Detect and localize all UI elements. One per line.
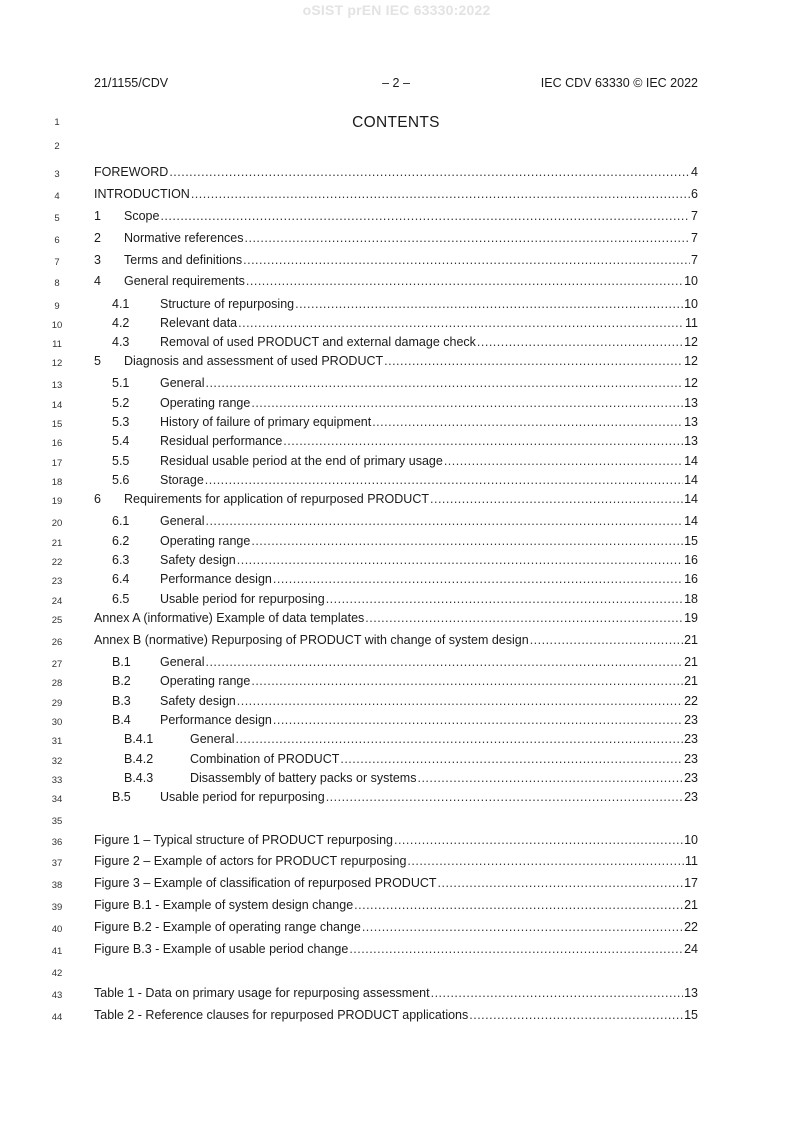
line-number: 40	[51, 924, 63, 935]
toc-entry[interactable]	[94, 986, 698, 1002]
toc-entry[interactable]	[94, 165, 698, 181]
dot-leader	[160, 209, 690, 223]
toc-entry-title: Safety design	[160, 553, 236, 567]
line-number: 41	[51, 946, 63, 957]
toc-entry-page: 14	[684, 454, 698, 468]
dot-leader	[394, 833, 683, 847]
dot-leader	[340, 752, 683, 766]
toc-entry-title: Relevant data	[160, 316, 238, 330]
toc-entry[interactable]	[94, 253, 698, 269]
line-number: 11	[52, 339, 62, 350]
dot-leader	[205, 655, 683, 669]
toc-entry[interactable]	[112, 316, 698, 332]
toc-entry-number: 4	[94, 274, 101, 288]
toc-entry-title: Operating range	[160, 534, 251, 548]
toc-entry-number: 6.1	[112, 514, 130, 528]
line-number: 22	[51, 557, 63, 568]
toc-entry-number: 5.6	[112, 473, 130, 487]
toc-entry-title: Annex B (normative) Repurposing of PRODUCT with change of system design	[94, 633, 529, 647]
toc-entry-number: 4.2	[112, 316, 130, 330]
toc-entry-title: Combination of PRODUCT	[190, 752, 340, 766]
dot-leader	[438, 876, 684, 890]
line-number: 14	[51, 400, 63, 411]
toc-entry-title: INTRODUCTION	[94, 187, 190, 201]
toc-entry[interactable]	[112, 592, 698, 608]
toc-entry-page: 15	[684, 1008, 698, 1022]
toc-entry-title: Diagnosis and assessment of used PRODUCT	[124, 354, 384, 368]
toc-entry-title: Operating range	[160, 674, 251, 688]
toc-entry-page: 21	[684, 655, 698, 669]
toc-entry-title: Storage	[160, 473, 204, 487]
toc-entry-number: B.4.2	[124, 752, 154, 766]
line-number: 43	[51, 990, 63, 1001]
toc-entry-number: 4.1	[112, 297, 130, 311]
toc-entry-number: B.5	[112, 790, 131, 804]
dot-leader	[251, 674, 683, 688]
line-number: 28	[51, 678, 63, 689]
toc-entry-page: 4	[691, 165, 698, 179]
toc-entry-page: 23	[684, 771, 698, 785]
toc-entry-title: Disassembly of battery packs or systems	[190, 771, 417, 785]
toc-entry-page: 23	[684, 732, 698, 746]
toc-entry[interactable]	[112, 376, 698, 392]
dot-leader	[245, 231, 691, 245]
toc-entry-title: Annex A (informative) Example of data templates	[94, 611, 365, 625]
toc-entry[interactable]	[94, 231, 698, 247]
watermark: oSIST prEN IEC 63330:2022	[302, 2, 491, 18]
dot-leader	[477, 335, 683, 349]
toc-entry-title: Figure B.1 - Example of system design change	[94, 898, 354, 912]
toc-entry[interactable]	[94, 833, 698, 849]
line-number: 8	[54, 278, 60, 289]
dot-leader	[362, 920, 683, 934]
dot-leader	[237, 553, 683, 567]
dot-leader	[273, 572, 683, 586]
toc-entry-title: Requirements for application of repurposed PRODUCT	[124, 492, 429, 506]
line-number: 26	[51, 637, 63, 648]
toc-entry[interactable]	[112, 514, 698, 530]
dot-leader	[246, 274, 683, 288]
toc-entry-title: Removal of used PRODUCT and external damage check	[160, 335, 476, 349]
line-number: 19	[51, 496, 63, 507]
dot-leader	[273, 713, 683, 727]
line-number: 6	[54, 235, 60, 246]
toc-entry-number: 2	[94, 231, 101, 245]
dot-leader	[238, 316, 684, 330]
toc-entry[interactable]	[94, 209, 698, 225]
dot-leader	[326, 592, 683, 606]
toc-entry[interactable]	[112, 790, 698, 806]
toc-entry-page: 11	[685, 316, 698, 330]
dot-leader	[251, 396, 683, 410]
toc-entry-page: 10	[684, 297, 698, 311]
toc-entry[interactable]	[112, 335, 698, 351]
toc-entry-page: 16	[684, 572, 698, 586]
toc-entry[interactable]	[94, 920, 698, 936]
toc-entry-title: History of failure of primary equipment	[160, 415, 372, 429]
toc-entry-title: Terms and definitions	[124, 253, 243, 267]
toc-entry-number: 6.5	[112, 592, 130, 606]
toc-entry-title: Table 2 - Reference clauses for repurposed PRODUCT applications	[94, 1008, 469, 1022]
toc-entry[interactable]	[94, 854, 698, 870]
page-number: – 2 –	[382, 76, 410, 90]
line-number: 42	[51, 968, 63, 979]
toc-entry-title: Figure 1 – Typical structure of PRODUCT repurposing	[94, 833, 393, 847]
line-number: 21	[51, 538, 63, 549]
line-number: 17	[51, 458, 63, 469]
toc-entry-title: Operating range	[160, 396, 251, 410]
document-reference: 21/1155/CDV	[94, 76, 169, 90]
toc-entry[interactable]	[112, 297, 698, 313]
toc-entry-number: B.3	[112, 694, 131, 708]
toc-entry-title: Performance design	[160, 572, 272, 586]
toc-entry[interactable]	[124, 771, 698, 787]
toc-entry-title: General	[160, 376, 205, 390]
dot-leader	[326, 790, 683, 804]
toc-entry-number: 6	[94, 492, 101, 506]
toc-entry-number: B.1	[112, 655, 131, 669]
dot-leader	[283, 434, 683, 448]
toc-entry-page: 16	[684, 553, 698, 567]
toc-entry-page: 14	[684, 492, 698, 506]
toc-entry-title: Figure 3 – Example of classification of repurposed PRODUCT	[94, 876, 437, 890]
line-number: 29	[51, 698, 63, 709]
line-number: 24	[51, 596, 63, 607]
toc-entry[interactable]	[112, 572, 698, 588]
line-number: 34	[51, 794, 63, 805]
line-number: 20	[51, 518, 63, 529]
toc-entry-title: Performance design	[160, 713, 272, 727]
dot-leader	[205, 473, 683, 487]
toc-entry-title: Figure B.2 - Example of operating range change	[94, 920, 361, 934]
line-number: 39	[51, 902, 63, 913]
line-number: 7	[54, 257, 60, 268]
line-number: 15	[51, 419, 63, 430]
toc-entry-number: 5.3	[112, 415, 130, 429]
toc-entry[interactable]	[112, 553, 698, 569]
toc-entry-title: Residual usable period at the end of primary usage	[160, 454, 443, 468]
line-number: 4	[54, 191, 60, 202]
toc-entry-title: Safety design	[160, 694, 236, 708]
toc-entry-page: 14	[684, 514, 698, 528]
dot-leader	[349, 942, 683, 956]
dot-leader	[205, 376, 683, 390]
dot-leader	[169, 165, 690, 179]
toc-entry-title: Residual performance	[160, 434, 283, 448]
toc-entry[interactable]	[112, 674, 698, 690]
toc-entry[interactable]	[112, 434, 698, 450]
toc-entry-title: General requirements	[124, 274, 245, 288]
line-number: 12	[51, 358, 63, 369]
toc-entry-page: 21	[684, 633, 698, 647]
toc-entry-title: Figure 2 – Example of actors for PRODUCT repurposing	[94, 854, 407, 868]
toc-entry[interactable]	[124, 732, 698, 748]
toc-entry-page: 7	[691, 231, 698, 245]
toc-entry-title: Table 1 - Data on primary usage for repurposing assessment	[94, 986, 430, 1000]
toc-entry-title: Normative references	[124, 231, 244, 245]
line-number: 1	[54, 117, 60, 128]
page-title: CONTENTS	[352, 114, 440, 131]
toc-entry-page: 21	[684, 674, 698, 688]
dot-leader	[251, 534, 683, 548]
dot-leader	[243, 253, 690, 267]
toc-entry[interactable]	[112, 534, 698, 550]
line-number: 9	[54, 301, 60, 312]
toc-entry-number: 6.4	[112, 572, 130, 586]
dot-leader	[237, 694, 683, 708]
toc-entry-page: 7	[691, 253, 698, 267]
toc-entry[interactable]	[124, 752, 698, 768]
line-number: 30	[51, 717, 63, 728]
toc-entry-number: 4.3	[112, 335, 130, 349]
toc-entry-page: 23	[684, 752, 698, 766]
toc-entry-number: 5	[94, 354, 101, 368]
toc-entry-page: 10	[684, 274, 698, 288]
toc-entry[interactable]	[94, 354, 698, 370]
toc-entry-page: 13	[684, 986, 698, 1000]
line-number: 18	[51, 477, 63, 488]
toc-entry-title: FOREWORD	[94, 165, 169, 179]
toc-entry[interactable]	[112, 694, 698, 710]
toc-entry-title: Scope	[124, 209, 160, 223]
toc-entry[interactable]	[112, 454, 698, 470]
toc-entry[interactable]	[94, 1008, 698, 1024]
toc-entry-page: 21	[684, 898, 698, 912]
toc-entry-number: 1	[94, 209, 101, 223]
toc-entry[interactable]	[94, 898, 698, 914]
toc-entry-number: B.4.1	[124, 732, 154, 746]
toc-entry-number: B.4	[112, 713, 131, 727]
toc-entry-page: 22	[684, 694, 698, 708]
toc-entry-page: 23	[684, 790, 698, 804]
toc-entry-page: 17	[684, 876, 698, 890]
toc-entry-title: Usable period for repurposing	[160, 790, 325, 804]
toc-entry[interactable]	[112, 396, 698, 412]
toc-entry[interactable]	[94, 274, 698, 290]
toc-entry-page: 15	[684, 534, 698, 548]
line-number: 23	[51, 576, 63, 587]
line-number: 38	[51, 880, 63, 891]
toc-entry-page: 6	[691, 187, 698, 201]
line-number: 13	[51, 380, 63, 391]
toc-entry-number: 6.2	[112, 534, 130, 548]
line-number: 31	[51, 736, 63, 747]
toc-entry-page: 13	[684, 415, 698, 429]
toc-entry-number: 5.5	[112, 454, 130, 468]
toc-entry-page: 7	[691, 209, 698, 223]
line-number: 3	[54, 169, 60, 180]
dot-leader	[235, 732, 683, 746]
toc-entry-page: 13	[684, 396, 698, 410]
line-number: 44	[51, 1012, 63, 1023]
toc-entry-title: Structure of repurposing	[160, 297, 295, 311]
toc-entry-page: 12	[684, 354, 698, 368]
standard-copyright: IEC CDV 63330 © IEC 2022	[540, 76, 698, 90]
toc-entry-title: General	[160, 514, 205, 528]
toc-entry-page: 12	[684, 335, 698, 349]
toc-entry-number: B.2	[112, 674, 131, 688]
line-number: 35	[51, 816, 63, 827]
dot-leader	[365, 611, 683, 625]
dot-leader	[295, 297, 683, 311]
toc-entry-page: 19	[684, 611, 698, 625]
toc-entry[interactable]	[94, 942, 698, 958]
toc-entry-number: 3	[94, 253, 101, 267]
toc-entry-page: 24	[684, 942, 698, 956]
toc-entry-page: 10	[684, 833, 698, 847]
dot-leader	[407, 854, 684, 868]
dot-leader	[205, 514, 683, 528]
line-number: 10	[51, 320, 63, 331]
toc-entry-page: 18	[684, 592, 698, 606]
toc-entry-title: Usable period for repurposing	[160, 592, 325, 606]
toc-entry[interactable]	[94, 633, 698, 649]
toc-entry-page: 22	[684, 920, 698, 934]
toc-entry-number: 5.2	[112, 396, 130, 410]
toc-entry-title: Figure B.3 - Example of usable period change	[94, 942, 349, 956]
toc-entry-page: 14	[684, 473, 698, 487]
dot-leader	[417, 771, 683, 785]
dot-leader	[469, 1008, 683, 1022]
line-number: 25	[51, 615, 63, 626]
toc-entry[interactable]	[94, 876, 698, 892]
toc-entry[interactable]	[94, 611, 698, 627]
line-number: 36	[51, 837, 63, 848]
line-number: 27	[51, 659, 63, 670]
toc-entry-page: 12	[684, 376, 698, 390]
dot-leader	[444, 454, 683, 468]
dot-leader	[431, 986, 684, 1000]
dot-leader	[354, 898, 683, 912]
dot-leader	[530, 633, 683, 647]
toc-entry-number: 5.4	[112, 434, 130, 448]
dot-leader	[372, 415, 683, 429]
toc-entry[interactable]	[112, 655, 698, 671]
line-number: 2	[54, 141, 60, 152]
toc-entry-number: B.4.3	[124, 771, 154, 785]
toc-entry[interactable]	[94, 492, 698, 508]
line-number: 37	[51, 858, 63, 869]
line-number: 5	[54, 213, 60, 224]
line-number: 16	[51, 438, 63, 449]
toc-entry-page: 23	[684, 713, 698, 727]
toc-entry[interactable]	[112, 713, 698, 729]
toc-entry-number: 6.3	[112, 553, 130, 567]
toc-entry[interactable]	[94, 187, 698, 203]
dot-leader	[430, 492, 683, 506]
toc-entry[interactable]	[112, 473, 698, 489]
toc-entry-page: 11	[685, 854, 698, 868]
toc-entry-title: General	[190, 732, 235, 746]
toc-entry-title: General	[160, 655, 205, 669]
dot-leader	[384, 354, 683, 368]
toc-entry[interactable]	[112, 415, 698, 431]
dot-leader	[191, 187, 690, 201]
toc-entry-page: 13	[684, 434, 698, 448]
line-number: 32	[51, 756, 63, 767]
toc-entry-number: 5.1	[112, 376, 130, 390]
line-number: 33	[51, 775, 63, 786]
